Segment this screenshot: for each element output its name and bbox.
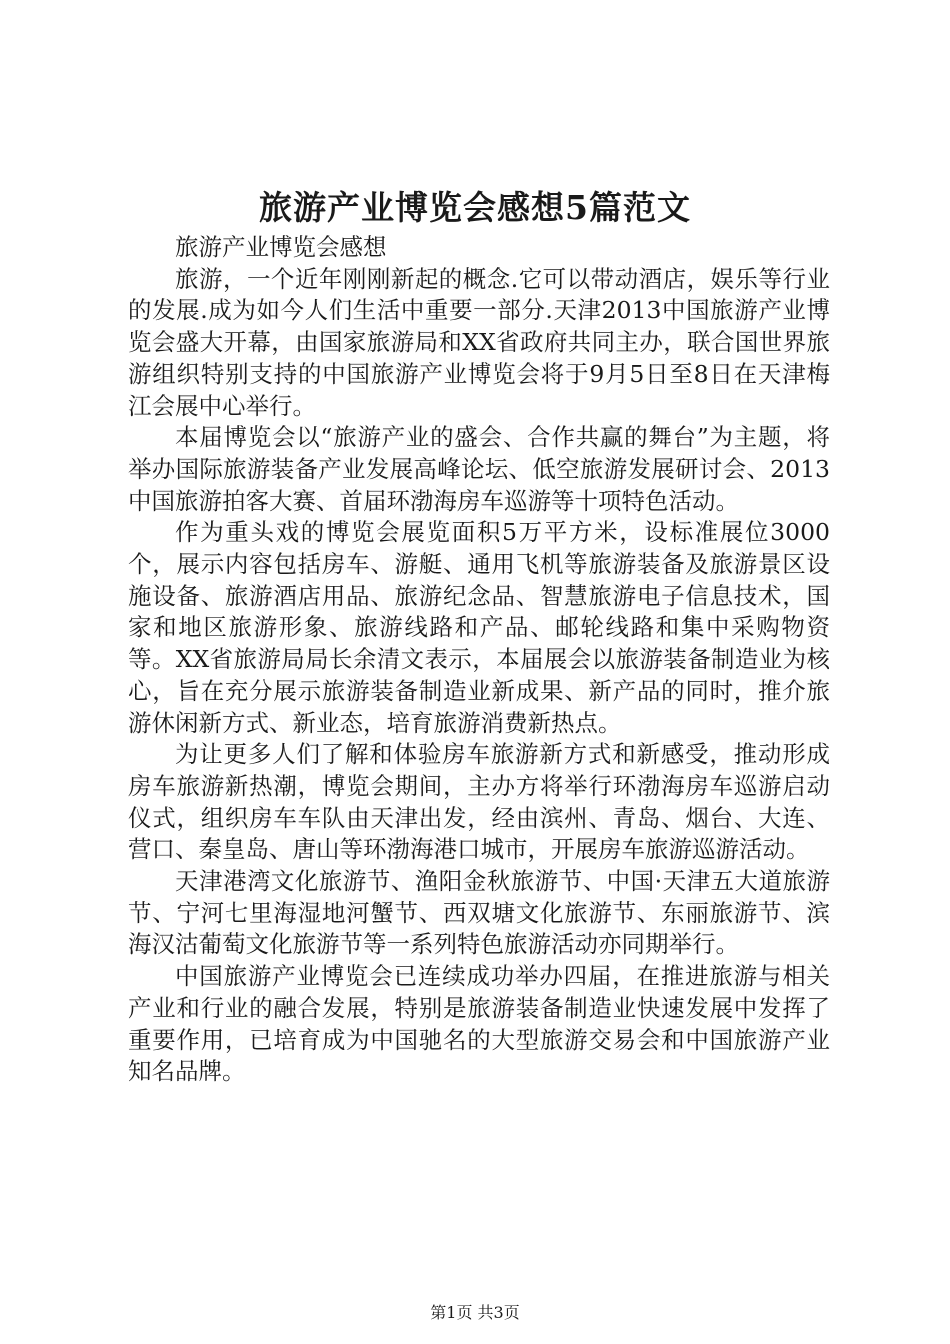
paragraph: 作为重头戏的博览会展览面积5万平方米，设标准展位3000个，展示内容包括房车、游艇、通用飞机等旅游装备及旅游景区设施设备、旅游酒店用品、旅游纪念品、智慧旅游电子信息技术，国家和地区旅游形象、旅游线路和产品、邮轮线路和集中采购物资等。XX省旅游局局长余清文表示，本届展会以旅游装备制造业为核心，旨在充分展示旅游装备制造业新成果、新产品的同时，推介旅游休闲新方式、新业态，培育旅游消费新热点。	[128, 518, 830, 737]
paragraph: 为让更多人们了解和体验房车旅游新方式和新感受，推动形成房车旅游新热潮，博览会期间，主办方将举行环渤海房车巡游启动仪式，组织房车车队由天津出发，经由滨州、青岛、烟台、大连、营口、秦皇岛、唐山等环渤海港口城市，开展房车旅游巡游活动。	[128, 740, 830, 864]
page-footer: 第1页 共3页	[430, 1303, 520, 1322]
paragraph: 本届博览会以“旅游产业的盛会、合作共赢的舞台”为主题，将举办国际旅游装备产业发展高峰论坛、低空旅游发展研讨会、2013中国旅游拍客大赛、首届环渤海房车巡游等十项特色活动。	[128, 423, 830, 515]
document-body	[128, 232, 830, 1088]
paragraph: 中国旅游产业博览会已连续成功举办四届，在推进旅游与相关产业和行业的融合发展，特别是旅游装备制造业快速发展中发挥了重要作用，已培育成为中国驰名的大型旅游交易会和中国旅游产业知名品牌。	[128, 962, 830, 1086]
document-title: 旅游产业博览会感想5篇范文	[259, 188, 691, 227]
paragraph: 天津港湾文化旅游节、渔阳金秋旅游节、中国·天津五大道旅游节、宁河七里海湿地河蟹节、西双塘文化旅游节、东丽旅游节、滨海汉沽葡萄文化旅游节等一系列特色旅游活动亦同期举行。	[128, 867, 830, 959]
paragraph: 旅游，一个近年刚刚新起的概念.它可以带动酒店，娱乐等行业的发展.成为如今人们生活中重要一部分.天津2013中国旅游产业博览会盛大开幕，由国家旅游局和XX省政府共同主办，联合国世界旅游组织特别支持的中国旅游产业博览会将于9月5日至8日在天津梅江会展中心举行。	[128, 264, 830, 420]
section-heading: 旅游产业博览会感想	[175, 233, 387, 261]
